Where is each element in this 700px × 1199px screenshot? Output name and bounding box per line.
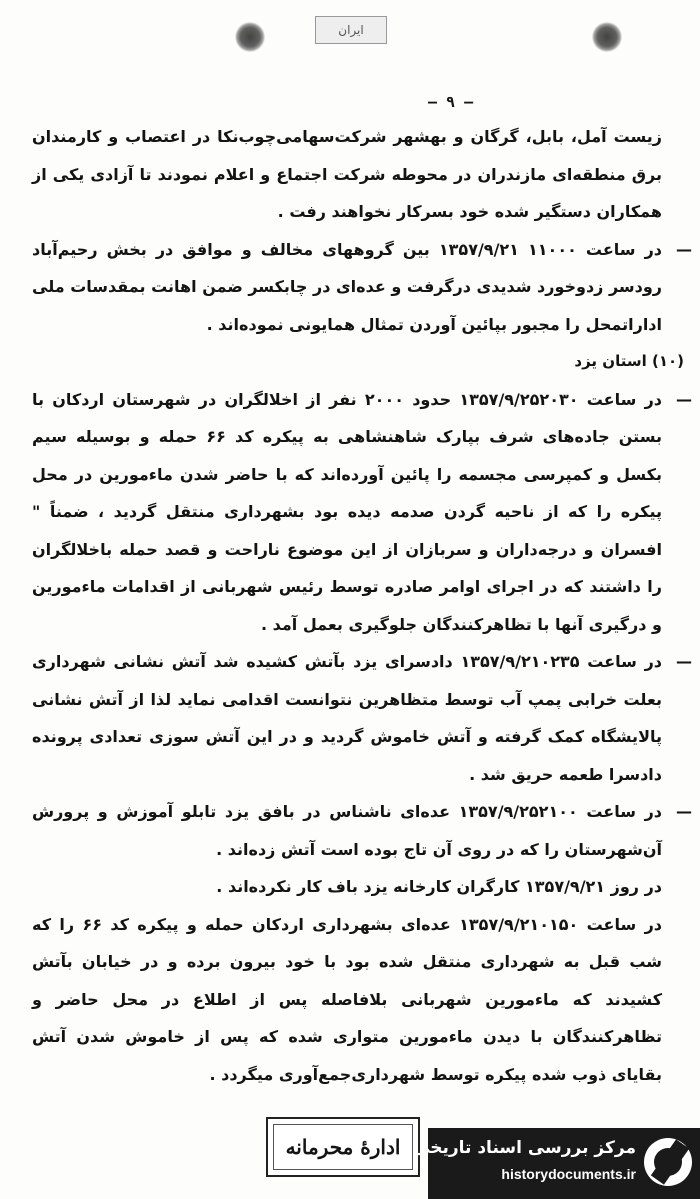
bullet-dash: — — [676, 239, 692, 259]
bullet-dash: — — [676, 652, 692, 671]
archive-logo-title: مرکز بررسی اسناد تاریخی — [413, 1138, 636, 1158]
bullet-dash: — — [676, 389, 692, 409]
archive-logo-icon — [644, 1138, 692, 1186]
paragraph-text: در ساعت ۱۳۵۷/۹/۲۵۲۱۰۰ عده‌ای ناشناس در بافق یزد تابلو آموزش و پرورش آن‌شهرستان را که در روی آن تاج بوده است آتش زده‌اند . — [32, 802, 662, 859]
bullet-dash: — — [676, 802, 692, 821]
paragraph-bullet — [32, 643, 692, 793]
paragraph-text: در روز ۱۳۵۷/۹/۲۱ کارگران کارخانه یزد باف کار نکرده‌اند . — [216, 877, 662, 896]
paragraph-bullet — [32, 793, 692, 868]
archive-logo-url: historydocuments.ir — [501, 1166, 636, 1182]
paragraph-text: در ساعت ۱۳۵۷/۹/۲۵۲۰۳۰ حدود ۲۰۰۰ نفر از اخلالگران در شهرستان اردکان با بستن جاده‌های شرف بپارک شاهنشاهی به پیکره کد ۶۶ حمله و بوسیله سیم بکسل و کمپرسی مجسمه را پائین آورده‌اند که با حاضر شدن ماءمورین در محل پیکره را که از ناحیه گردن صدمه دیده بود بشهرداری منتقل گردید ، ضمناً " افسران و درجه‌داران و سربازان از این موضوع ناراحت و قصد حمله باخلالگران را داشتند که در اجرای اوامر صادره توسط رئیس شهربانی از اقدامات ماءمورین و درگیری آنها با تظاهرکنندگان جلوگیری بعمل آمد . — [32, 389, 662, 634]
paragraph-bullet — [32, 231, 692, 344]
paragraph-continued: زیست آمل، بابل، گرگان و بهشهر شرکت‌سهامی‌چوب‌نکا در اعتصاب و کارمندان برق منطقه‌ای مازندران در محوطه شرکت اجتماع و اعلام نمودند تا آزادی یکی از همکاران دستگیر شده خود بسرکار نخواهند رفت . — [32, 127, 662, 221]
seal-stamp-left — [235, 22, 265, 52]
top-label-stamp: ایران — [315, 16, 387, 44]
archive-logo — [413, 1128, 700, 1199]
paragraph-text: در ساعت ۱۳۵۷/۹/۲۱۰۲۳۵ دادسرای یزد بآتش کشیده شد آتش نشانی شهرداری بعلت خرابی پمپ آب توسط متظاهرین نتوانست اقدامی نماید لذا از آتش نشانی پالایشگاه کمک گرفته و آتش خاموش گردید و در این آتش سوزی تعدادی پرونده دادسرا طعمه حریق شد . — [32, 652, 662, 784]
page-number: — ۹ — — [428, 93, 474, 111]
paragraph-text: در ساعت ۱۱۰۰۰ ۱۳۵۷/۹/۲۱ بین گروههای مخالف و موافق در بخش رحیم‌آباد رودسر زدوخورد شدیدی درگرفت و عده‌ای در چابکسر ضمن اهانت بمقدسات ملی اداراتمحل را مجبور بپائین آوردن تمثال همایونی نموده‌اند . — [32, 239, 663, 334]
paragraph-bullet — [32, 381, 692, 644]
section-heading: (۱۰) استان یزد — [574, 352, 684, 370]
paragraph-text: در ساعت ۱۳۵۷/۹/۲۱۰۱۵۰ عده‌ای بشهرداری اردکان حمله و پیکره کد ۶۶ را که شب قبل به شهرداری منتقل شده بود با خود بیرون برده و در خیابان بآتش کشیدند که ماءمورین شهربانی بلافاصله پس از اطلاع در محل حاضر و تظاهرکنندگان با دیدن ماءمورین متواری شده که پس از خاموش شدن آتش بقایای ذوب شده پیکره توسط شهرداری‌جمع‌آوری میگردد . — [32, 914, 663, 1084]
document-body — [32, 118, 692, 1093]
seal-stamp-right — [592, 22, 622, 52]
classification-stamp: ادارهٔ محرمانه — [266, 1117, 420, 1177]
